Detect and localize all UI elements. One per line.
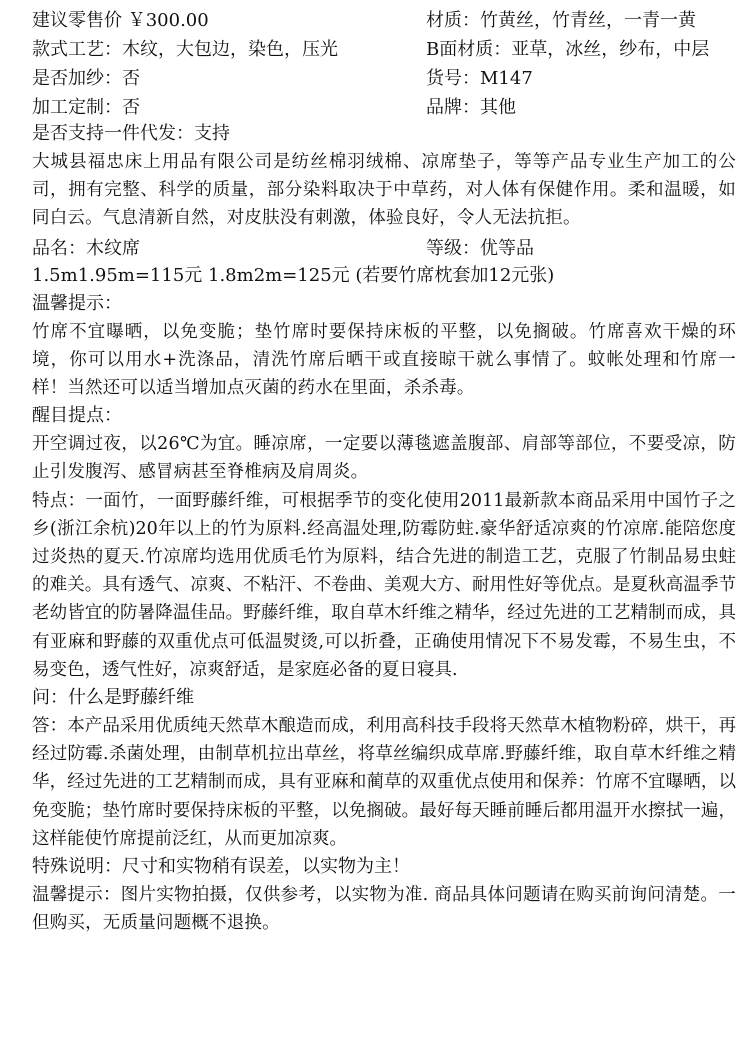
brand: 品牌：其他 bbox=[426, 96, 516, 118]
retail-price: 建议零售价 ￥300.00 bbox=[32, 9, 209, 31]
question: 问：什么是野藤纤维 bbox=[32, 687, 194, 709]
special-note: 特殊说明：尺寸和实物稍有误差，以实物为主！ bbox=[32, 856, 410, 878]
features-text: 特点：一面竹，一面野藤纤维，可根据季节的变化使用2011最新款本商品采用中国竹子之乡(浙江余杭)20年以上的竹为原料.经高温处理,防霉防蛀.豪华舒适凉爽的竹凉席.能陪您度过炎热的夏天.竹凉席均选用优质毛竹为原料，结合先进的制造工艺，克服了竹制品易虫蛀的难关。具有透气、凉爽、不粘汗、不卷曲、美观大方、耐用性好等优点。是夏秋高温季节老幼皆宜的防暑降温佳品。野藤纤维，取自草木纤维之精华，经过先进的工艺精制而成，具有亚麻和野藤的双重优点可低温熨烫,可以折叠，正确使用情况下不易发霉，不易生虫，不易变色，透气性好，凉爽舒适，是家庭必备的夏日寝具. bbox=[32, 490, 736, 680]
craft: 款式工艺：木纹，大包边，染色，压光 bbox=[32, 38, 338, 60]
tips-heading: 温馨提示： bbox=[32, 292, 122, 314]
dropship-support: 是否支持一件代发：支持 bbox=[32, 123, 230, 144]
tips-text: 竹席不宜曝晒，以免变脆；垫竹席时要保持床板的平整，以免搁破。竹席喜欢干燥的环境，你可以用水+洗涤品，清洗竹席后晒干或直接晾干就么事情了。蚊帐处理和竹席一样！当然还可以适当增加点灭菌的药水在里面，杀杀毒。 bbox=[32, 321, 736, 399]
product-meta-row bbox=[32, 233, 736, 262]
product-grade: 等级：优等品 bbox=[426, 238, 534, 260]
spec-row bbox=[32, 4, 736, 33]
answer-text: 答：本产品采用优质纯天然草木酿造而成，利用高科技手段将天然草木植物粉碎，烘干，再经过防霉.杀菌处理，由制草机拉出草丝，将草丝编织成草席.野藤纤维，取自草木纤维之精华，经过先进的工艺精制而成，具有亚麻和蔺草的双重优点使用和保养：竹席不宜曝晒，以免变脆；垫竹席时要保持床板的平整，以免搁破。最好每天睡前睡后都用温开水擦拭一遍，这样能使竹席提前泛红，从而更加凉爽。 bbox=[32, 716, 736, 849]
spec-row bbox=[32, 62, 736, 91]
final-tip: 温馨提示：图片实物拍摄，仅供参考，以实物为准. 商品具体问题请在购买前询问清楚。一但购买，无质量问题概不退换。 bbox=[32, 885, 736, 934]
company-intro: 大城县福忠床上用品有限公司是纺丝棉羽绒棉、凉席垫子，等等产品专业生产加工的公司，拥有完整、科学的质量，部分染料取决于中草药，对人体有保健作用。柔和温暖，如同白云。气息清新自然，对皮肤没有刺激，体验良好，令人无法抗拒。 bbox=[32, 152, 736, 229]
reminder-text: 开空调过夜，以26℃为宜。睡凉席，一定要以薄毯遮盖腹部、肩部等部位，不要受凉，防止引发腹泻、感冒病甚至脊椎病及肩周炎。 bbox=[32, 434, 736, 483]
b-side-material: B面材质：亚草，冰丝，纱布，中层 bbox=[426, 38, 710, 60]
gauze-option: 是否加纱：否 bbox=[32, 67, 140, 89]
custom-processing: 加工定制：否 bbox=[32, 96, 140, 118]
material: 材质：竹黄丝，竹青丝，一青一黄 bbox=[426, 9, 696, 31]
spec-row bbox=[32, 91, 736, 120]
spec-row bbox=[32, 33, 736, 62]
product-name: 品名：木纹席 bbox=[32, 238, 140, 260]
pricing: 1.5m1.95m=115元 1.8m2m=125元 (若要竹席枕套加12元张) bbox=[32, 264, 555, 286]
reminder-heading: 醒目提点： bbox=[32, 405, 122, 427]
item-number: 货号：M147 bbox=[426, 67, 533, 89]
